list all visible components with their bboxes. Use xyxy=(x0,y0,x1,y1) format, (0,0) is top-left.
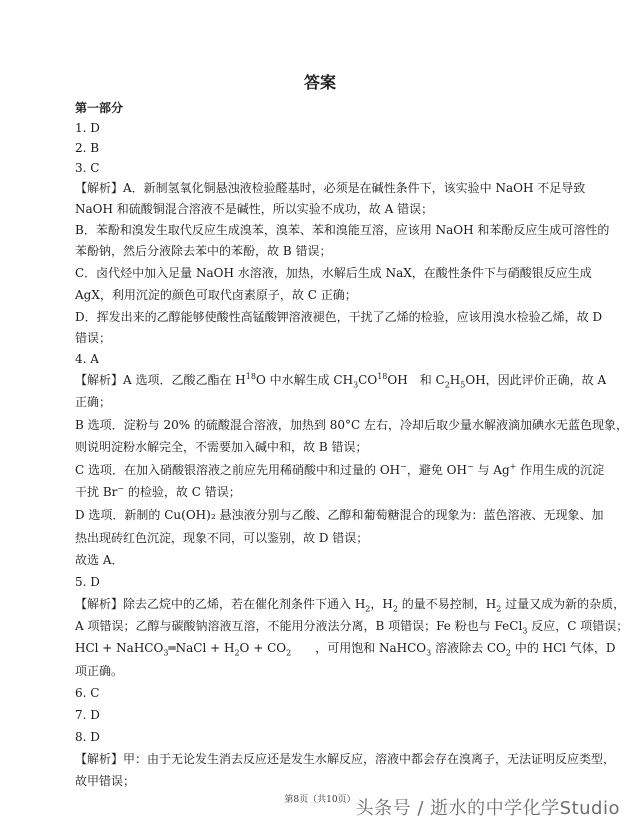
explanation-5-line-3: HCl + NaHCO$_3$═NaCl + $H_2O + CO_2$ ，可用饱和 NaHCO$_3$ 溶液除去 $CO_2$ 中的 HCl 气体，D xyxy=(75,641,616,658)
answer-7: 7. D xyxy=(75,708,100,722)
answer-5: 5. D xyxy=(75,575,100,589)
explanation-4-line-4: 则说明淀粉水解完全，不需要加入碱中和，故 B 错误； xyxy=(75,440,368,454)
explanation-3-line-7: D．挥发出来的乙醇能够使酸性高锰酸钾溶液褪色，干扰了乙烯的检验，应该用溴水检验乙烯，故 D xyxy=(75,310,603,324)
answer-4: 4. A xyxy=(75,352,99,366)
explanation-4-line-5: C 选项．在加入硝酸银溶液之前应先用稀硝酸中和过量的 OH−，避免 OH− 与 Ag+ 作用生成的沉淀 xyxy=(75,462,605,477)
explanation-3-line-1: 【解析】A．新制氢氧化铜悬浊液检验醛基时，必须是在碱性条件下，该实验中 NaOH 不足导致 xyxy=(75,181,586,195)
answer-6: 6. C xyxy=(75,686,100,700)
answer-2: 2. B xyxy=(75,141,100,155)
answer-3: 3. C xyxy=(75,161,100,175)
watermark: 头条号 / 逝水的中学化学Studio xyxy=(355,798,620,819)
explanation-4-line-2: 正确； xyxy=(75,395,112,409)
explanation-5-line-1: 【解析】除去乙烷中的乙烯，若在催化剂条件下通入 $H_2$，$H_2$ 的量不易控制，$H_2$ 过量又成为新的杂质， xyxy=(75,597,626,614)
answer-1: 1. D xyxy=(75,121,100,135)
explanation-4-line-7: D 选项．新制的 Cu(OH)₂ 悬浊液分别与乙酸、乙醇和葡萄糖混合的现象为：蓝色溶液、无现象、加 xyxy=(75,508,604,522)
answer-8: 8. D xyxy=(75,730,100,744)
explanation-4-line-3: B 选项．淀粉与 20% 的硫酸混合溶液，加热到 80°C 左右，冷却后取少量水解液滴加碘水无蓝色现象， xyxy=(75,418,629,432)
explanation-4-line-1: 【解析】A 选项．乙酸乙酯在 $H^{18}O$ 中水解生成 $CH_3CO^{18}OH$ 和 $C_2H_5OH$，因此评价正确，故 A xyxy=(75,372,607,390)
explanation-4-line-9: 故选 A． xyxy=(75,553,124,567)
explanation-3-line-2: NaOH 和硫酸铜混合溶液不是碱性，所以实验不成功，故 A 错误； xyxy=(75,202,434,216)
explanation-3-line-5: C．卤代烃中加入足量 NaOH 水溶液，加热，水解后生成 NaX，在酸性条件下与硝酸银反应生成 xyxy=(75,266,592,280)
section-heading: 第一部分 xyxy=(75,101,124,115)
explanation-3-line-4: 苯酚钠，然后分液除去苯中的苯酚，故 B 错误； xyxy=(75,244,332,258)
page-title: 答案 xyxy=(303,73,336,92)
explanation-5-line-4: 项正确。 xyxy=(75,664,124,678)
explanation-3-line-6: AgX，利用沉淀的颜色可取代卤素原子，故 C 正确； xyxy=(75,288,357,302)
page-footer: 第8页（共10页） xyxy=(284,795,356,805)
explanation-3-line-8: 错误； xyxy=(75,331,112,345)
explanation-4-line-6: 干扰 Br− 的检验，故 C 错误； xyxy=(75,484,241,499)
explanation-5-line-2: A 项错误；乙醇与碳酸钠溶液互溶，不能用分液法分离，B 项错误；Fe 粉也与 FeCl$_3$ 反应，C 项错误； xyxy=(75,619,629,636)
explanation-8-line-2: 故甲错误； xyxy=(75,774,136,788)
explanation-3-line-3: B．苯酚和溴发生取代反应生成溴苯，溴苯、苯和溴能互溶，应该用 NaOH 和苯酚反应生成可溶性的 xyxy=(75,223,610,237)
explanation-8-line-1: 【解析】甲：由于无论发生消去反应还是发生水解反应，溶液中都会存在溴离子，无法证明反应类型， xyxy=(75,752,616,766)
explanation-4-line-8: 热出现砖红色沉淀，现象不同，可以鉴别，故 D 错误； xyxy=(75,531,369,545)
